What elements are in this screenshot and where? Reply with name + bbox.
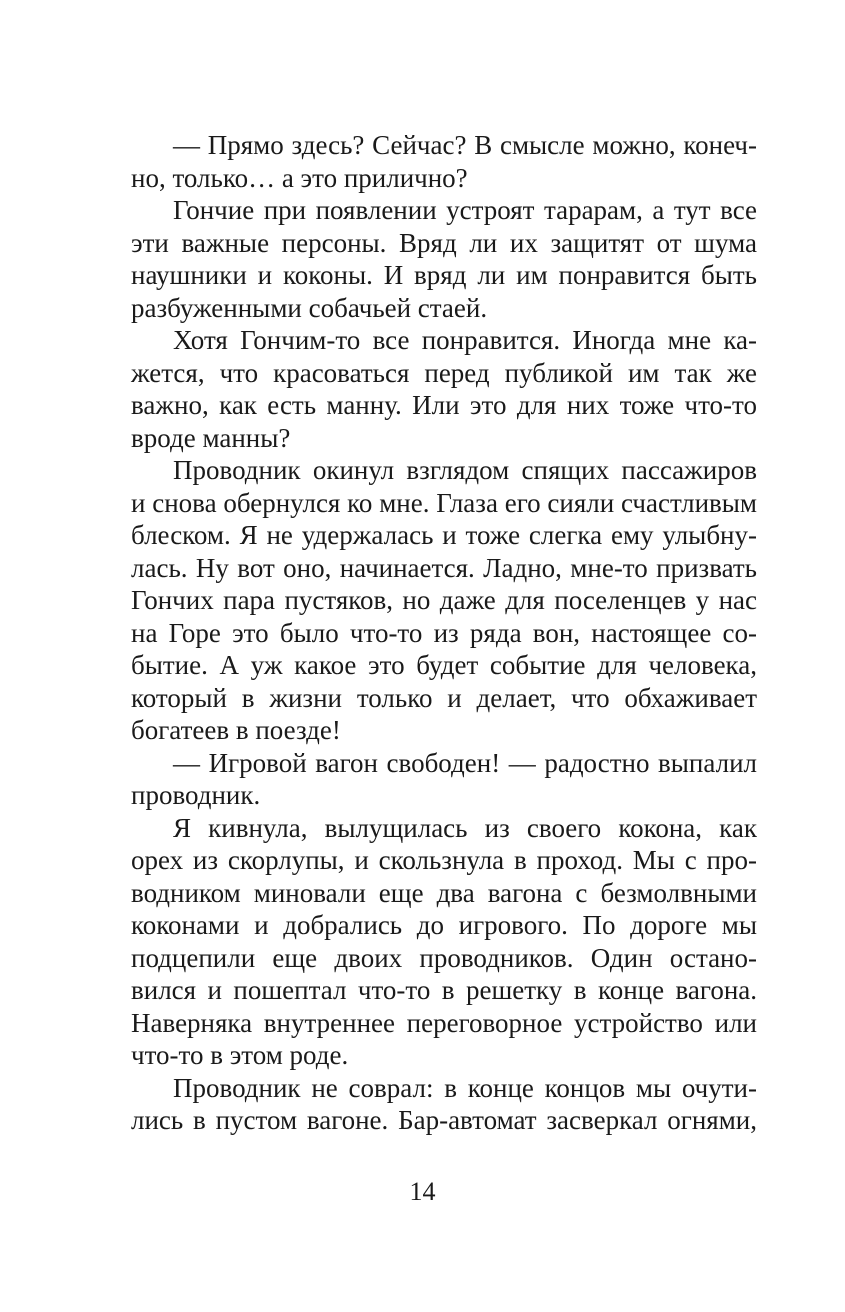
text-line: лись в пустом вагоне. Бар-автомат засверкал огнями,	[131, 1105, 757, 1135]
paragraph	[131, 812, 757, 1072]
page-number: 14	[409, 1177, 436, 1206]
text-line: но, только… а это прилично?	[131, 162, 468, 193]
text-line: орех из скорлупы, и скользнула в проход. Мы с про-	[131, 845, 757, 875]
text-line: — Прямо здесь? Сейчас? В смысле можно, конеч-	[173, 130, 757, 160]
text-line: жется, что красоваться перед публикой им так же	[131, 357, 757, 388]
paragraph	[131, 129, 757, 194]
text-line: на Горе это было что-то из ряда вон, настоящее со-	[131, 617, 757, 648]
text-line: что-то в этом роде.	[131, 1040, 349, 1070]
text-line: — Игровой вагон свободен! — радостно выпалил	[173, 747, 757, 778]
paragraph	[131, 747, 757, 812]
paragraph	[131, 324, 757, 454]
body-text	[131, 129, 757, 1137]
text-line: разбуженными собачьей стаей.	[131, 292, 488, 323]
text-line: Я кивнула, вылущилась из своего кокона, как	[173, 812, 757, 843]
text-line: коконами и добрались до игрового. По дороге мы	[131, 910, 757, 940]
text-line: Хотя Гончим-то все понравится. Иногда мне ка-	[173, 325, 757, 355]
text-line: бытие. А уж какое это будет событие для человека,	[131, 650, 757, 680]
paragraph	[131, 194, 757, 324]
text-line: эти важные персоны. Вряд ли их защитят от шума	[131, 227, 757, 258]
text-line: водником миновали еще два вагона с безмолвными	[131, 877, 757, 908]
text-line: Наверняка внутреннее переговорное устройство или	[131, 1007, 757, 1038]
text-line: вроде манны?	[131, 422, 291, 453]
text-line: Проводник окинул взглядом спящих пассажиров	[173, 455, 757, 485]
text-line: Гончие при появлении устроят тарарам, а тут все	[173, 195, 757, 225]
text-line: важно, как есть манну. Или это для них тоже что-то	[131, 390, 757, 420]
text-line: подцепили еще двоих проводников. Один остано-	[131, 942, 757, 973]
text-line: который в жизни только и делает, что обхаживает	[131, 682, 757, 713]
text-line: лась. Ну вот оно, начинается. Ладно, мне-то призвать	[131, 552, 757, 583]
text-line: проводник.	[131, 780, 261, 810]
text-line: блеском. Я не удержалась и тоже слегка ему улыбну-	[131, 520, 757, 550]
paragraph	[131, 1072, 757, 1137]
text-line: и снова обернулся ко мне. Глаза его сияли счастливым	[131, 487, 757, 518]
text-line: наушники и коконы. И вряд ли им понравится быть	[131, 260, 757, 290]
text-line: Проводник не соврал: в конце концов мы очути-	[173, 1072, 757, 1103]
text-line: Гончих пара пустяков, но даже для поселенцев у нас	[131, 585, 757, 615]
paragraph	[131, 454, 757, 747]
text-line: богатеев в поезде!	[131, 715, 341, 745]
text-line: вился и пошептал что-то в решетку в конце вагона.	[131, 975, 757, 1005]
